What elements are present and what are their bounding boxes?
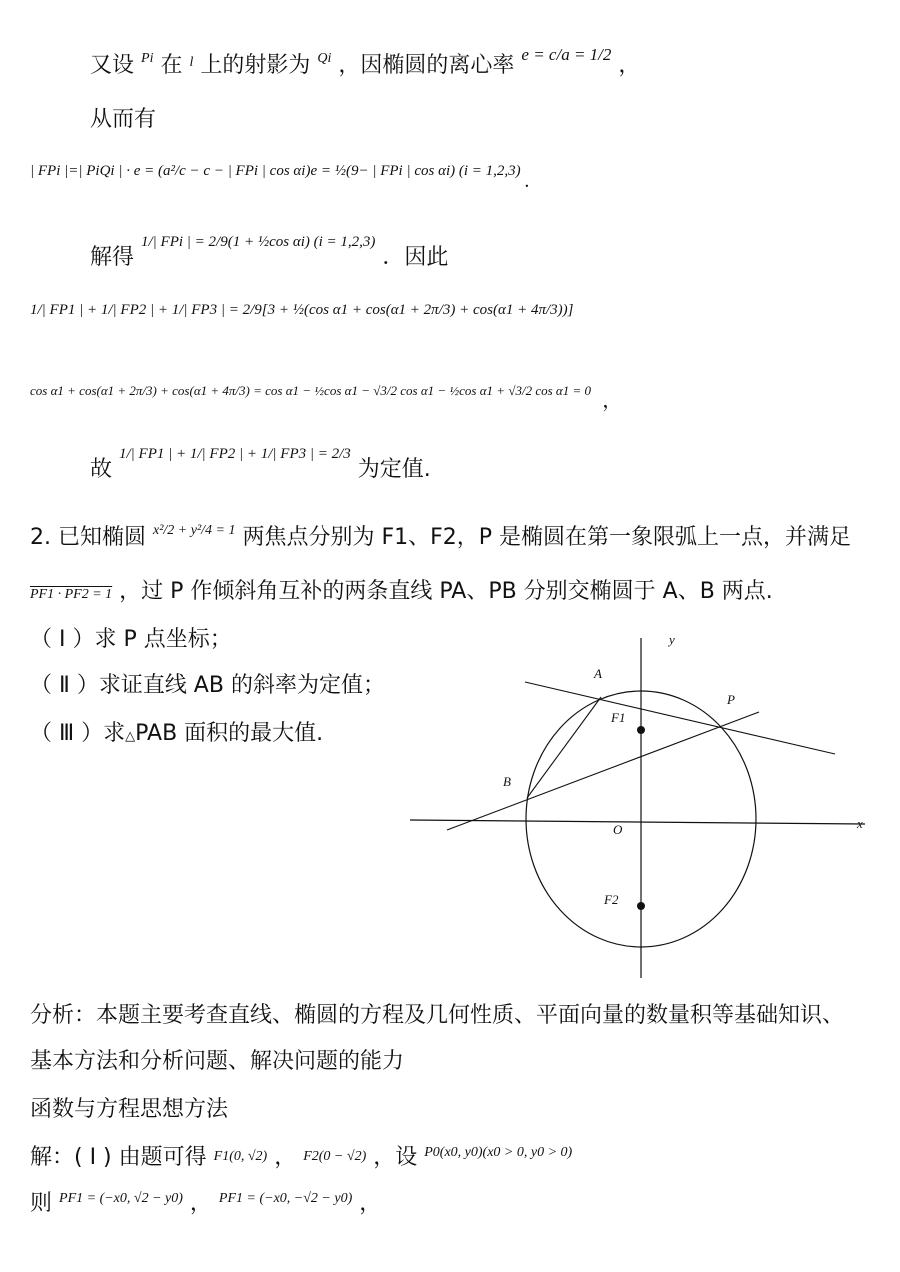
- label-o: O: [613, 822, 623, 837]
- math-vector-pf1: PF1 = (−x0, √2 − y0): [59, 1191, 183, 1206]
- label-f1: F1: [611, 710, 626, 725]
- text: （ Ⅱ ）求证直线 AB 的斜率为定值；: [30, 673, 385, 698]
- text: 从而有: [90, 107, 157, 132]
- triangle-symbol: △: [125, 729, 136, 744]
- line-through-b-p: [447, 712, 759, 830]
- solution-line-1: [30, 1140, 572, 1171]
- math-ellipse: x²/2 + y²/4 = 1: [152, 523, 236, 538]
- label-p: P: [727, 692, 735, 707]
- math-eccentricity: e = c/a = 1/2: [521, 45, 612, 64]
- math-qi: Qi: [317, 51, 332, 66]
- question-3: [30, 716, 323, 747]
- text: ，: [274, 1145, 297, 1170]
- problem-2-line-2: [30, 574, 773, 605]
- analysis-line-3: [30, 1092, 228, 1123]
- text: ，过 P 作倾斜角互补的两条直线 PA、PB 分别交椭圆于 A、B 两点.: [119, 579, 773, 604]
- math-formula: cos α1 + cos(α1 + 2π/3) + cos(α1 + 4π/3) = cos α1 − ½cos α1 − √3/2 cos α1 − ½cos α1 + √3/2 cos α1 = 0: [30, 383, 592, 398]
- text: 则: [30, 1191, 53, 1216]
- text: 解得: [90, 245, 135, 270]
- text: 函数与方程思想方法: [30, 1097, 229, 1122]
- text: （ Ⅰ ）求 P 点坐标；: [30, 627, 232, 652]
- text: 两焦点分别为 F1、F2，P 是椭圆在第一象限弧上一点，并满足: [242, 525, 852, 550]
- text: 上的射影为: [200, 53, 311, 78]
- text: ，: [189, 1191, 212, 1216]
- question-2: [30, 668, 385, 699]
- text: ，: [359, 1191, 382, 1216]
- text: （ Ⅲ ）求: [30, 721, 126, 746]
- text: ．因此: [382, 245, 449, 270]
- math-vector-dot: PF1 · PF2 = 1: [30, 587, 113, 602]
- text: .: [524, 170, 530, 192]
- text: ，: [618, 53, 641, 78]
- label-x: x: [857, 816, 863, 831]
- math-formula: 1/| FP1 | + 1/| FP2 | + 1/| FP3 | = 2/9[3 + ½(cos α1 + cos(α1 + 2π/3) + cos(α1 + 4π/3))]: [30, 302, 574, 318]
- line-2: [90, 102, 156, 133]
- line-3-formula: [30, 158, 530, 192]
- line-7: [90, 446, 431, 483]
- math-p0: P0(x0, y0)(x0 > 0, y0 > 0): [424, 1145, 573, 1160]
- line-1: [90, 45, 641, 79]
- math-formula: 1/| FP1 | + 1/| FP2 | + 1/| FP3 | = 2/3: [119, 446, 351, 462]
- math-f1: F1(0, √2): [213, 1149, 268, 1164]
- math-formula: | FPi |=| PiQi | · e = (a²/c − c − | FPi | cos αi)e = ½(9− | FPi | cos αi) (i = 1,2,3): [30, 163, 521, 179]
- label-b: B: [503, 774, 511, 789]
- text: ，设: [373, 1145, 418, 1170]
- solution-line-2: [30, 1186, 381, 1217]
- line-6-formula: [30, 372, 623, 412]
- line-4: [90, 234, 449, 271]
- question-1: [30, 622, 232, 653]
- math-l: l: [189, 55, 194, 70]
- segment-ab: [527, 697, 601, 798]
- focus-f2: [637, 902, 645, 910]
- text: 在: [160, 53, 183, 78]
- text: ，: [602, 390, 623, 412]
- text: 基本方法和分析问题、解决问题的能力: [30, 1049, 405, 1074]
- label-f2: F2: [604, 892, 619, 907]
- line-5-formula: [30, 302, 573, 319]
- math-f2: F2(0 − √2): [303, 1149, 367, 1164]
- label-a: A: [594, 666, 602, 681]
- text: PAB 面积的最大值.: [135, 721, 324, 746]
- math-formula: 1/| FPi | = 2/9(1 + ½cos αi) (i = 1,2,3): [141, 234, 376, 250]
- problem-2-line-1: [30, 520, 851, 551]
- math-pi: Pi: [141, 51, 154, 66]
- analysis-line-2: [30, 1044, 404, 1075]
- x-axis: [410, 820, 865, 824]
- text: 分析：本题主要考查直线、椭圆的方程及几何性质、平面向量的数量积等基础知识、: [30, 1003, 845, 1028]
- focus-f1: [637, 726, 645, 734]
- text: 故: [90, 457, 113, 482]
- text: 又设: [90, 53, 135, 78]
- math-vector-pf2: PF1 = (−x0, −√2 − y0): [218, 1191, 353, 1206]
- label-y: y: [669, 632, 675, 647]
- analysis-line-1: [30, 998, 844, 1029]
- text: 解：( Ⅰ ) 由题可得: [30, 1145, 207, 1170]
- text: ，因椭圆的离心率: [338, 53, 515, 78]
- line-through-a-p: [525, 682, 835, 754]
- text: 2. 已知椭圆: [30, 525, 146, 550]
- ellipse-figure: [405, 630, 875, 982]
- text: 为定值.: [357, 457, 431, 482]
